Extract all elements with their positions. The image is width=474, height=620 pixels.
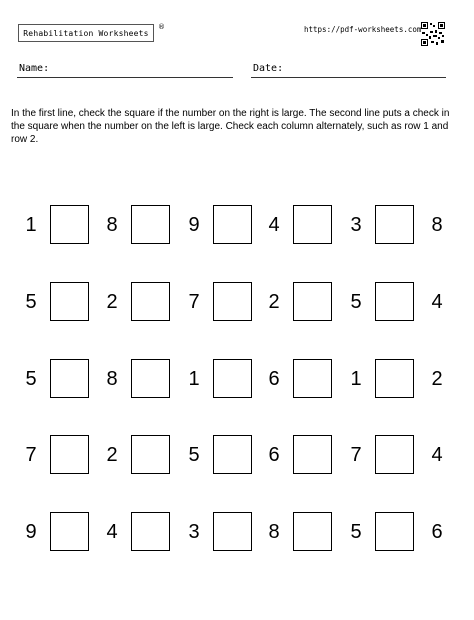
check-square[interactable] [293,435,332,474]
check-square[interactable] [50,205,89,244]
website-url: https://pdf-worksheets.com [304,25,422,34]
number-cell: 2 [431,368,443,390]
number-cell: 8 [106,214,118,236]
check-square[interactable] [293,282,332,321]
number-cell: 4 [268,214,280,236]
number-cell: 4 [431,291,443,313]
check-square[interactable] [293,512,332,551]
check-square[interactable] [213,205,252,244]
number-cell: 2 [106,444,118,466]
number-cell: 1 [350,368,362,390]
check-square[interactable] [213,435,252,474]
number-cell: 6 [268,444,280,466]
number-cell: 6 [431,521,443,543]
number-cell: 8 [268,521,280,543]
check-square[interactable] [375,205,414,244]
check-square[interactable] [131,359,170,398]
number-cell: 7 [25,444,37,466]
check-square[interactable] [375,359,414,398]
number-cell: 2 [106,291,118,313]
number-cell: 8 [106,368,118,390]
check-square[interactable] [293,205,332,244]
worksheet-title: Rehabilitation Worksheets [18,24,154,42]
check-square[interactable] [293,359,332,398]
number-cell: 5 [25,368,37,390]
check-square[interactable] [375,435,414,474]
check-square[interactable] [375,512,414,551]
check-square[interactable] [50,359,89,398]
check-square[interactable] [375,282,414,321]
number-cell: 9 [188,214,200,236]
check-square[interactable] [50,512,89,551]
number-cell: 7 [350,444,362,466]
check-square[interactable] [131,205,170,244]
number-cell: 5 [25,291,37,313]
number-cell: 1 [188,368,200,390]
number-cell: 5 [188,444,200,466]
check-square[interactable] [50,282,89,321]
number-cell: 9 [25,521,37,543]
registered-mark: ® [158,23,165,31]
check-square[interactable] [131,512,170,551]
number-cell: 3 [350,214,362,236]
number-cell: 8 [431,214,443,236]
number-cell: 6 [268,368,280,390]
number-cell: 7 [188,291,200,313]
check-square[interactable] [213,282,252,321]
number-cell: 4 [106,521,118,543]
number-cell: 4 [431,444,443,466]
number-cell: 1 [25,214,37,236]
check-square[interactable] [213,512,252,551]
check-square[interactable] [213,359,252,398]
number-cell: 2 [268,291,280,313]
check-square[interactable] [131,435,170,474]
number-cell: 5 [350,521,362,543]
date-label: Date: [253,63,284,74]
check-square[interactable] [50,435,89,474]
number-cell: 3 [188,521,200,543]
name-label: Name: [19,63,50,74]
number-cell: 5 [350,291,362,313]
instructions-text: In the first line, check the square if the number on the right is large. The second line puts a check in the square when the number on the left is large. Check each column alternately, such as row 1 and row 2. [11,108,450,145]
check-square[interactable] [131,282,170,321]
